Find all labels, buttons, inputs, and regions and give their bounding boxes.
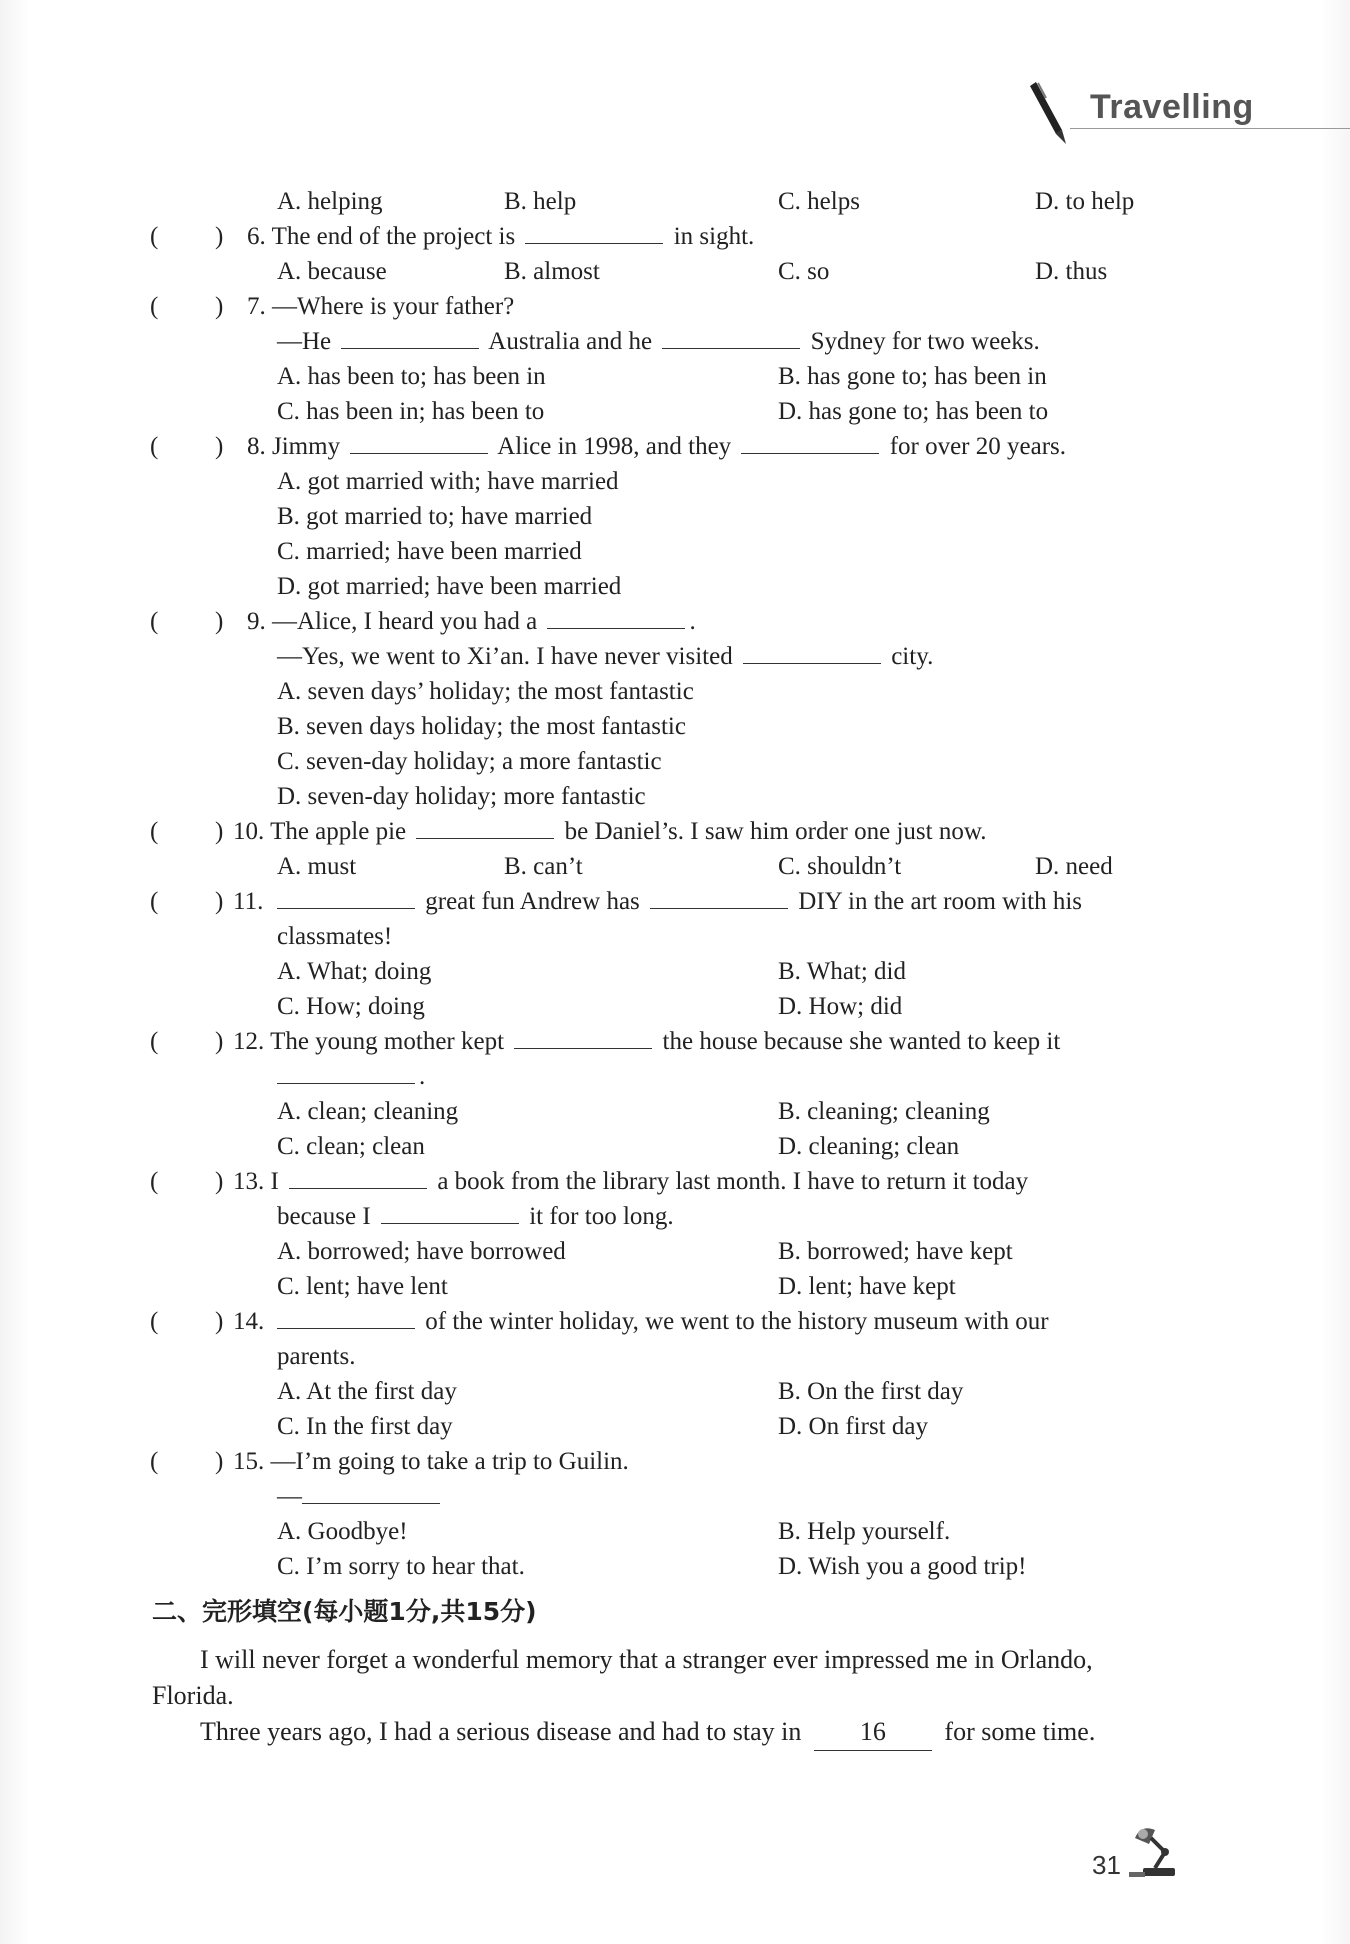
question-number: 8. [247,433,266,460]
header-title: Travelling [1090,88,1254,126]
answer-paren-open: ( [150,818,159,845]
answer-paren-close: ) [215,293,224,320]
answer-blank[interactable] [416,816,554,839]
question-14-line2: parents. [277,1343,356,1370]
pen-icon [1016,80,1086,150]
question-number: 12. [233,1028,265,1055]
option-d: D. cleaning; clean [778,1133,960,1160]
option-d: D. How; did [778,993,903,1020]
question-number: 15. [233,1448,265,1475]
option-d: D. thus [1035,258,1108,285]
option-d: D. lent; have kept [778,1273,956,1300]
passage-paragraph-2: Three years ago, I had a serious disease and had to stay in 16 for some time. [200,1714,1095,1751]
answer-blank[interactable] [650,886,788,909]
answer-paren-close: ) [215,1448,224,1475]
answer-blank[interactable] [289,1166,427,1189]
option-a: A. helping [277,188,383,215]
option-c: C. married; have been married [277,538,582,565]
question-9-line2: —Yes, we went to Xi’an. I have never visited city. [277,643,934,670]
answer-paren-close: ) [215,223,224,250]
option-c: C. shouldn’t [778,853,902,880]
answer-paren-open: ( [150,888,159,915]
question-7-line2: —He Australia and he Sydney for two weeks. [277,328,1040,355]
question-12-line2: . [277,1059,425,1094]
option-b: B. cleaning; cleaning [778,1098,990,1125]
option-a: A. At the first day [277,1378,457,1405]
option-a: A. because [277,258,387,285]
page-header [990,80,1350,140]
question-number: 11. [233,888,264,915]
option-c: C. How; doing [277,993,425,1020]
question-text: The end of the project is [271,223,516,250]
option-a: A. Goodbye! [277,1518,408,1545]
cloze-blank-16[interactable]: 16 [814,1714,932,1751]
option-c: C. In the first day [277,1413,453,1440]
option-d: D. to help [1035,188,1135,215]
option-a: A. must [277,853,357,880]
option-b: B. What; did [778,958,907,985]
question-number: 7. [247,293,266,320]
answer-blank[interactable] [277,886,415,909]
answer-paren-open: ( [150,1308,159,1335]
answer-paren-open: ( [150,1168,159,1195]
answer-paren-close: ) [215,1028,224,1055]
option-c: C. clean; clean [277,1133,425,1160]
page-number: 31 [1092,1850,1121,1880]
question-number: 14. [233,1308,265,1335]
answer-blank[interactable] [277,1061,415,1084]
option-c: C. helps [778,188,860,215]
answer-paren-open: ( [150,608,159,635]
option-d: D. seven-day holiday; more fantastic [277,783,646,810]
question-number: 9. [247,608,266,635]
option-b: B. can’t [504,853,583,880]
answer-paren-close: ) [215,1168,224,1195]
option-d: D. has gone to; has been to [778,398,1049,425]
question-11-line2: classmates! [277,923,393,950]
option-c: C. lent; have lent [277,1273,448,1300]
option-b: B. has gone to; has been in [778,363,1047,390]
option-a: A. got married with; have married [277,468,619,495]
answer-paren-close: ) [215,818,224,845]
option-b: B. On the first day [778,1378,964,1405]
question-text: in sight. [673,223,755,250]
section-title: 二、完形填空(每小题1分,共15分) [152,1597,537,1626]
option-b: B. seven days holiday; the most fantastic [277,713,686,740]
answer-blank[interactable] [277,1306,415,1329]
answer-blank[interactable] [341,326,479,349]
answer-paren-close: ) [215,433,224,460]
answer-paren-open: ( [150,1028,159,1055]
option-d: D. On first day [778,1413,928,1440]
option-a: A. has been to; has been in [277,363,546,390]
option-a: A. seven days’ holiday; the most fantastic [277,678,694,705]
answer-paren-open: ( [150,223,159,250]
answer-paren-close: ) [215,608,224,635]
answer-blank[interactable] [302,1481,440,1504]
option-c: C. seven-day holiday; a more fantastic [277,748,662,775]
answer-paren-open: ( [150,293,159,320]
answer-blank[interactable] [350,431,488,454]
option-b: B. almost [504,258,600,285]
option-c: C. so [778,258,830,285]
option-c: C. I’m sorry to hear that. [277,1553,525,1580]
option-a: A. borrowed; have borrowed [277,1238,566,1265]
answer-blank[interactable] [525,221,663,244]
question-number: 10. [233,818,265,845]
header-rule [1070,128,1350,129]
passage-paragraph-1: I will never forget a wonderful memory that a stranger ever impressed me in Orlando, Florida. [152,1645,1093,1710]
question-15-line2: — [277,1479,444,1514]
answer-paren-open: ( [150,1448,159,1475]
option-b: B. borrowed; have kept [778,1238,1013,1265]
option-c: C. has been in; has been to [277,398,545,425]
option-a: A. clean; cleaning [277,1098,459,1125]
answer-paren-close: ) [215,888,224,915]
question-text: —Where is your father? [272,293,515,320]
answer-blank[interactable] [381,1201,519,1224]
question-number: 13. [233,1168,265,1195]
option-a: A. What; doing [277,958,432,985]
option-b: B. got married to; have married [277,503,593,530]
option-d: D. Wish you a good trip! [778,1553,1027,1580]
answer-blank[interactable] [741,431,879,454]
question-number: 6. [247,223,266,250]
answer-paren-close: ) [215,1308,224,1335]
desk-lamp-icon [1125,1818,1185,1880]
option-b: B. help [504,188,577,215]
question-13-line2: because I it for too long. [277,1203,674,1230]
answer-blank[interactable] [514,1026,652,1049]
option-d: D. need [1035,853,1113,880]
option-d: D. got married; have been married [277,573,622,600]
answer-paren-open: ( [150,433,159,460]
answer-blank[interactable] [662,326,800,349]
answer-blank[interactable] [547,606,685,629]
answer-blank[interactable] [743,641,881,664]
option-b: B. Help yourself. [778,1518,951,1545]
